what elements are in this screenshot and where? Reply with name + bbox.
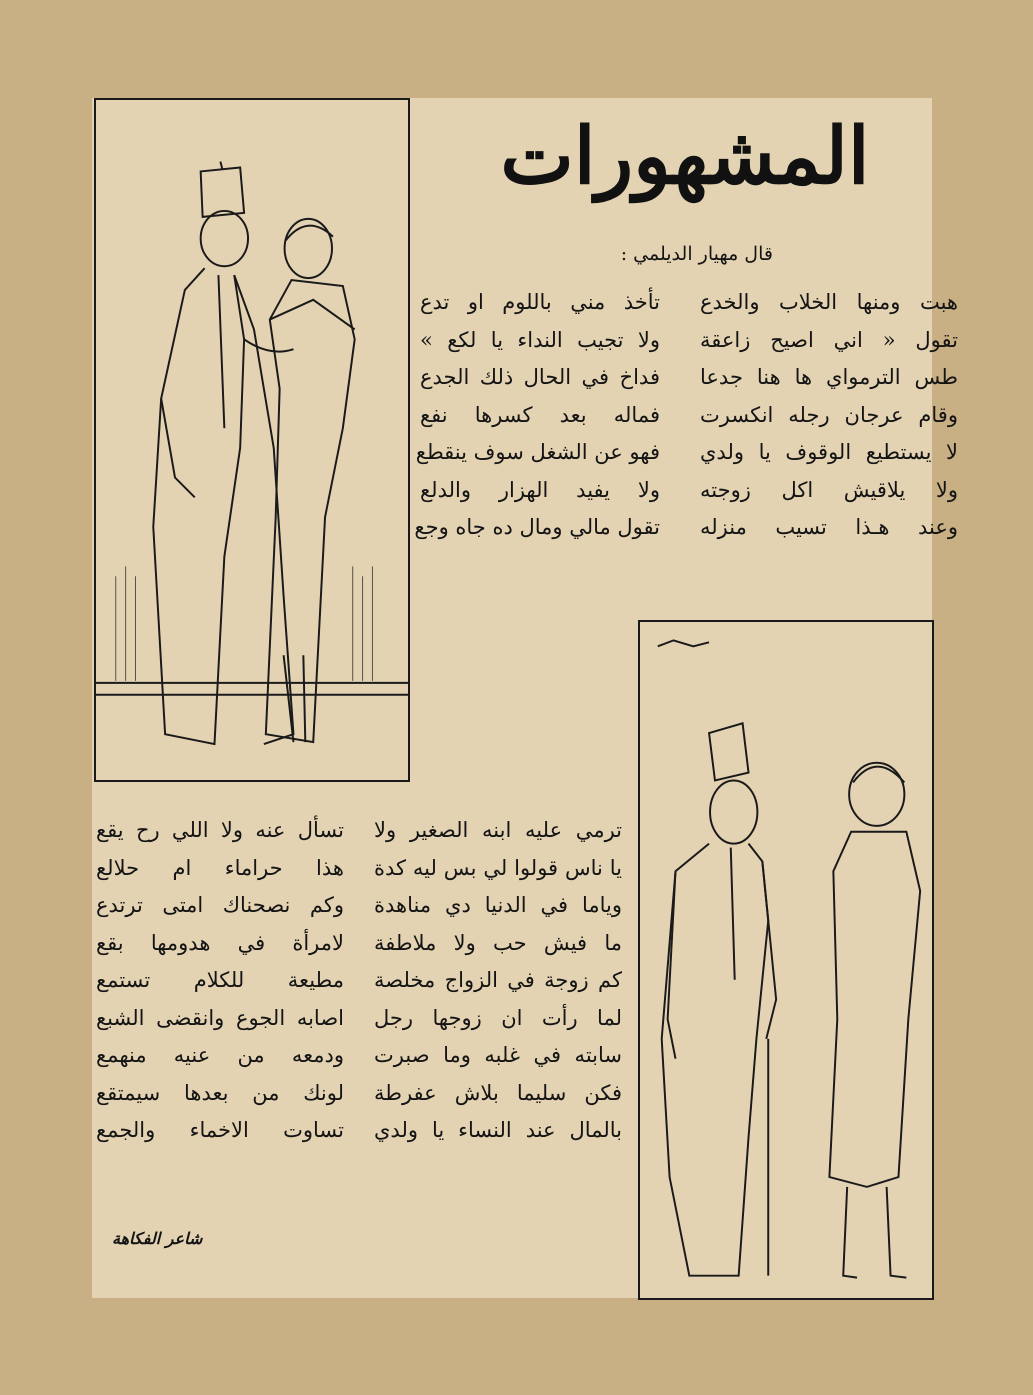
poem-column-middle-bottom [374, 812, 622, 1150]
poem-column-left-top [414, 284, 660, 547]
verse-line: تسأل عنه ولا اللي رح يقع [96, 818, 344, 842]
verse-line: فهو عن الشغل سوف ينقطع [415, 440, 660, 464]
verse-line: لامرأة في هدومها بقع [96, 930, 344, 955]
verse-line: تقول « اني اصيح زاعقة [700, 327, 958, 352]
verse-line: سابته في غلبه وما صبرت [374, 1043, 622, 1067]
verse-line: طس الترمواي ها هنا جدعا [700, 365, 958, 389]
verse-line: تأخذ مني باللوم او تدع [420, 290, 660, 314]
verse-line: هبت ومنها الخلاب والخدع [700, 290, 958, 314]
verse-line: كم زوجة في الزواج مخلصة [374, 968, 622, 992]
couple-sketch-bottom [640, 622, 932, 1298]
verse-line: فكن سليما بلاش عفرطة [374, 1080, 622, 1105]
page-title: المشهورات [500, 111, 870, 202]
verse-line: ولا تجيب النداء يا لكع » [420, 327, 660, 352]
verse-line: تساوت الاخماء والجمع [96, 1118, 344, 1142]
verse-line: ودمعه من عنيه منهمع [96, 1043, 344, 1067]
verse-line: ولا يفيد الهزار والدلع [420, 477, 660, 502]
poem-intro: قال مهيار الديلمي : [620, 243, 773, 265]
illustration-couple-bottom [638, 620, 934, 1300]
verse-line: لما رأت ان زوجها رجل [374, 1005, 622, 1030]
verse-line: يا ناس قولوا لي بس ليه كدة [374, 855, 622, 880]
verse-line: ولا يلاقيش اكل زوجته [700, 477, 958, 502]
couple-sketch [96, 100, 408, 780]
verse-line: وعند هـذا تسيب منزله [700, 515, 958, 539]
verse-line: فداخ في الحال ذلك الجدع [420, 365, 660, 389]
poem-column-right-top [700, 284, 958, 547]
verse-line: لونك من بعدها سيمتقع [96, 1080, 344, 1105]
verse-line: هذا حراماء ام حلالع [96, 855, 344, 880]
verse-line: بالمال عند النساء يا ولدي [374, 1118, 622, 1142]
verse-line: ترمي عليه ابنه الصغير ولا [374, 818, 622, 842]
verse-line: لا يستطيع الوقوف يا ولدي [700, 440, 958, 464]
poem-column-left-bottom [96, 812, 344, 1150]
verse-line: ما فيش حب ولا ملاطفة [374, 930, 622, 955]
verse-line: مطيعة للكلام تستمع [96, 968, 344, 992]
verse-line: وقام عرجان رجله انكسرت [700, 402, 958, 427]
verse-line: تقول مالي ومال ده جاه وجع [414, 515, 660, 539]
verse-line: وياما في الدنيا دي مناهدة [374, 893, 622, 917]
verse-line: فماله بعد كسرها نفع [420, 402, 660, 427]
poet-signature: شاعر الفكاهة [112, 1229, 203, 1248]
illustration-couple-top [94, 98, 410, 782]
verse-line: اصابه الجوع وانقضى الشبع [96, 1005, 344, 1030]
verse-line: وكم نصحناك امتى ترتدع [96, 893, 344, 917]
